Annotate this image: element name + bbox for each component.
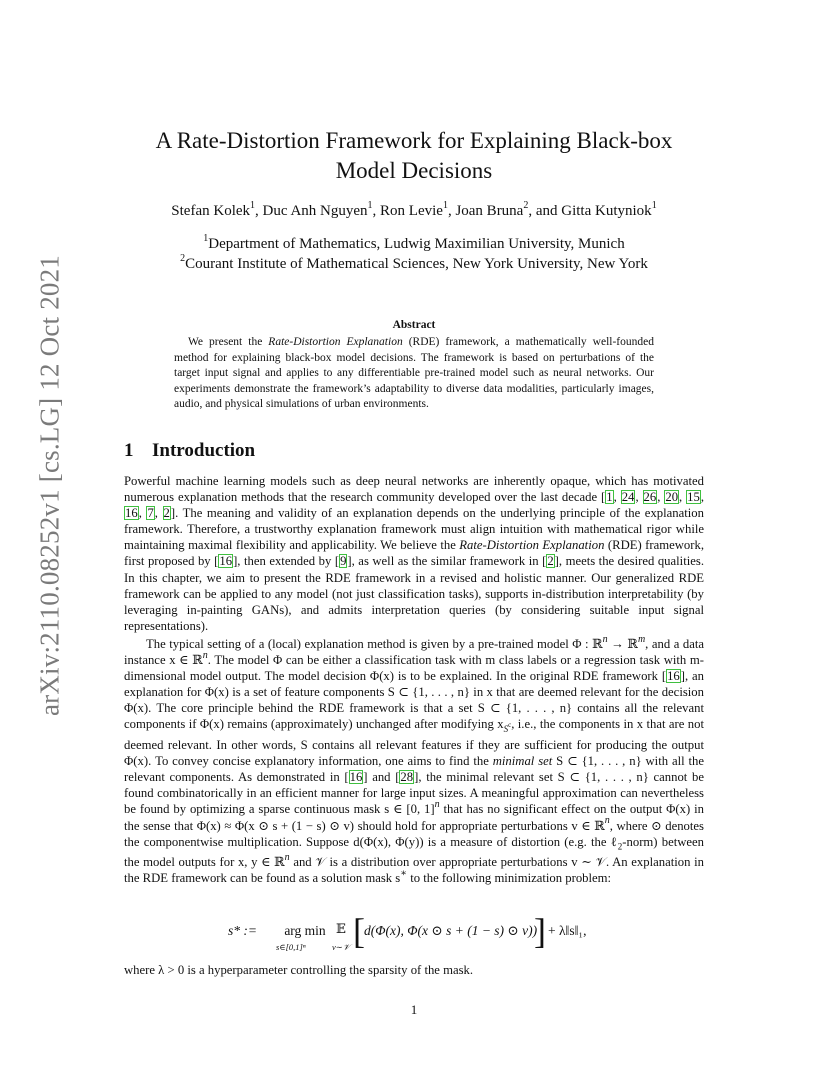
citation-link[interactable]: 20 <box>665 490 679 505</box>
citation-link[interactable]: 1 <box>606 490 613 505</box>
citation-link[interactable]: 16 <box>125 506 138 521</box>
section-number: 1 <box>124 440 134 461</box>
author: Duc Anh Nguyen$^1$, <box>262 200 381 219</box>
citation-link[interactable]: 7 <box>147 506 154 521</box>
equation-argmin-subscript: s∈[0,1]ⁿ <box>276 942 306 952</box>
citation-link[interactable]: 28 <box>400 770 414 785</box>
citation-link[interactable]: 16 <box>219 554 233 569</box>
citation-link[interactable]: 15 <box>687 490 700 505</box>
abstract-text: We present the Rate-Distortion Explanation (RDE) framework, a mathematically well-founded method for explaining black-box model decisions. The framework is based on perturbations of the target input signal and applies to any differentiable pre-trained model such as neural networks. Our experiments demonstrate the framework’s adaptability to diverse data modalities, particularly images, audio, and physical simulations of urban environments. <box>174 336 654 411</box>
equation-regularizer: + λ‖s‖₁, <box>548 923 587 938</box>
right-bracket: ] <box>534 911 546 951</box>
citation-link[interactable]: 2 <box>547 554 554 569</box>
paragraph-3: where λ > 0 is a hyperparameter controlling the sparsity of the mask. <box>124 963 474 977</box>
equation-lhs: s* := <box>228 923 257 938</box>
arxiv-identifier-stamp: arXiv:2110.08252v1 [cs.LG] 12 Oct 2021 <box>34 254 65 717</box>
author: Joan Bruna$^2$, and <box>455 200 562 219</box>
minimization-equation <box>124 911 704 955</box>
equation-body: d(Φ(x), Φ(x ⊙ s + (1 − s) ⊙ v)) <box>364 923 538 938</box>
equation-expectation-subscript: v∼𝒱 <box>332 942 350 952</box>
author: Gitta Kutyniok$^1$ <box>561 200 657 219</box>
section-heading <box>124 440 255 462</box>
equation-expectation: 𝔼 <box>336 921 346 936</box>
paper-title <box>124 126 704 186</box>
paragraph-2: The typical setting of a (local) explanation method is given by a pre-trained model Φ : ℝ$^n$ → ℝ$^m$, and a data instance x ∈ ℝ$^n$. The model Φ can be either a classification task with m class labels or a regression task with m-dimensional model output. The model decision Φ(x) is to be explained. In the original RDE framework [16], an explanation for Φ(x) is a set of feature components S ⊂ {1, . . . , n} in x that are deemed relevant for the decision Φ(x). The core principle behind the RDE framework is that a set S ⊂ {1, . . . , n} contains all the relevant components if Φ(x) remains (approximately) unchanged after modifying $x_{S^c}$, i.e., the components in x that are not deemed relevant. In other words, S contains all relevant features if they are sufficient for producing the output Φ(x). To convey concise explanatory information, one aims to find the minimal set S ⊂ {1, . . . , n} with all the relevant components. As demonstrated in [16] and [28], the minimal relevant set S ⊂ {1, . . . , n} cannot be found combinatorically in an efficient manner for large input sizes. A meaningful approximation can nevertheless be found by optimizing a sparse continuous mask s ∈ [0, 1]$^n$ that has no significant effect on the output Φ(x) in the sense that Φ(x) ≈ Φ(x ⊙ s + (1 − s) ⊙ v) should hold for appropriate perturbations v ∈ ℝ$^n$, where ⊙ denotes the componentwise multiplication. Suppose d(Φ(x), Φ(y)) is a measure of distortion (e.g. the ℓ$_2$-norm) between the model outputs for x, y ∈ ℝ$^n$ and 𝒱 is a distribution over appropriate perturbations v ∼ 𝒱. An explanation in the RDE framework can be found as a solution mask s∗ to the following minimization problem: <box>124 633 704 886</box>
citation-link[interactable]: 26 <box>643 490 657 505</box>
affiliations <box>124 234 704 274</box>
page-number: 1 <box>410 1002 418 1017</box>
abstract-heading: Abstract <box>392 319 436 331</box>
affiliation: $^2$Courant Institute of Mathematical Sciences, New York University, New York <box>180 253 648 272</box>
paragraph-1: Powerful machine learning models such as deep neural networks are inherently opaque, which has motivated numerous explanation methods that the research community developed over the last decade [1, 24, 26, 20, 15, 16, 7, 2]. The meaning and validity of an explanation depends on the underlying principle of the explanation framework. Therefore, a trustworthy explanation framework must align intuition with mathematical rigor while maintaining maximal flexibility and applicability. We believe the Rate-Distortion Explanation (RDE) framework, first proposed by [16], then extended by [9], as well as the similar framework in [2], meets the desired qualities. In this chapter, we aim to present the RDE framework in a revised and holistic manner. Our generalized RDE framework can be applied to any model (not just classification tasks), supports in-distribution interpretability (by leveraging in-painting GANs), and admits interpretation queries (by considering suitable input signal representations). <box>124 474 704 633</box>
affiliation: $^1$Department of Mathematics, Ludwig Maximilian University, Munich <box>203 233 625 252</box>
author-list <box>124 200 704 220</box>
citation-link[interactable]: 16 <box>349 770 363 785</box>
citation-link[interactable]: 16 <box>667 669 680 684</box>
citation-link[interactable]: 9 <box>340 554 347 569</box>
equation-argmin: arg min <box>284 923 326 938</box>
section-title: Introduction <box>152 440 256 461</box>
left-bracket: [ <box>353 911 365 951</box>
title-line-2: Model Decisions <box>335 158 493 183</box>
author: Stefan Kolek$^1$, <box>171 200 263 219</box>
author: Ron Levie$^1$, <box>380 200 456 219</box>
citation-link[interactable]: 2 <box>163 506 170 521</box>
citation-link[interactable]: 24 <box>621 490 635 505</box>
title-line-1: A Rate-Distortion Framework for Explaining Black-box <box>155 128 673 153</box>
